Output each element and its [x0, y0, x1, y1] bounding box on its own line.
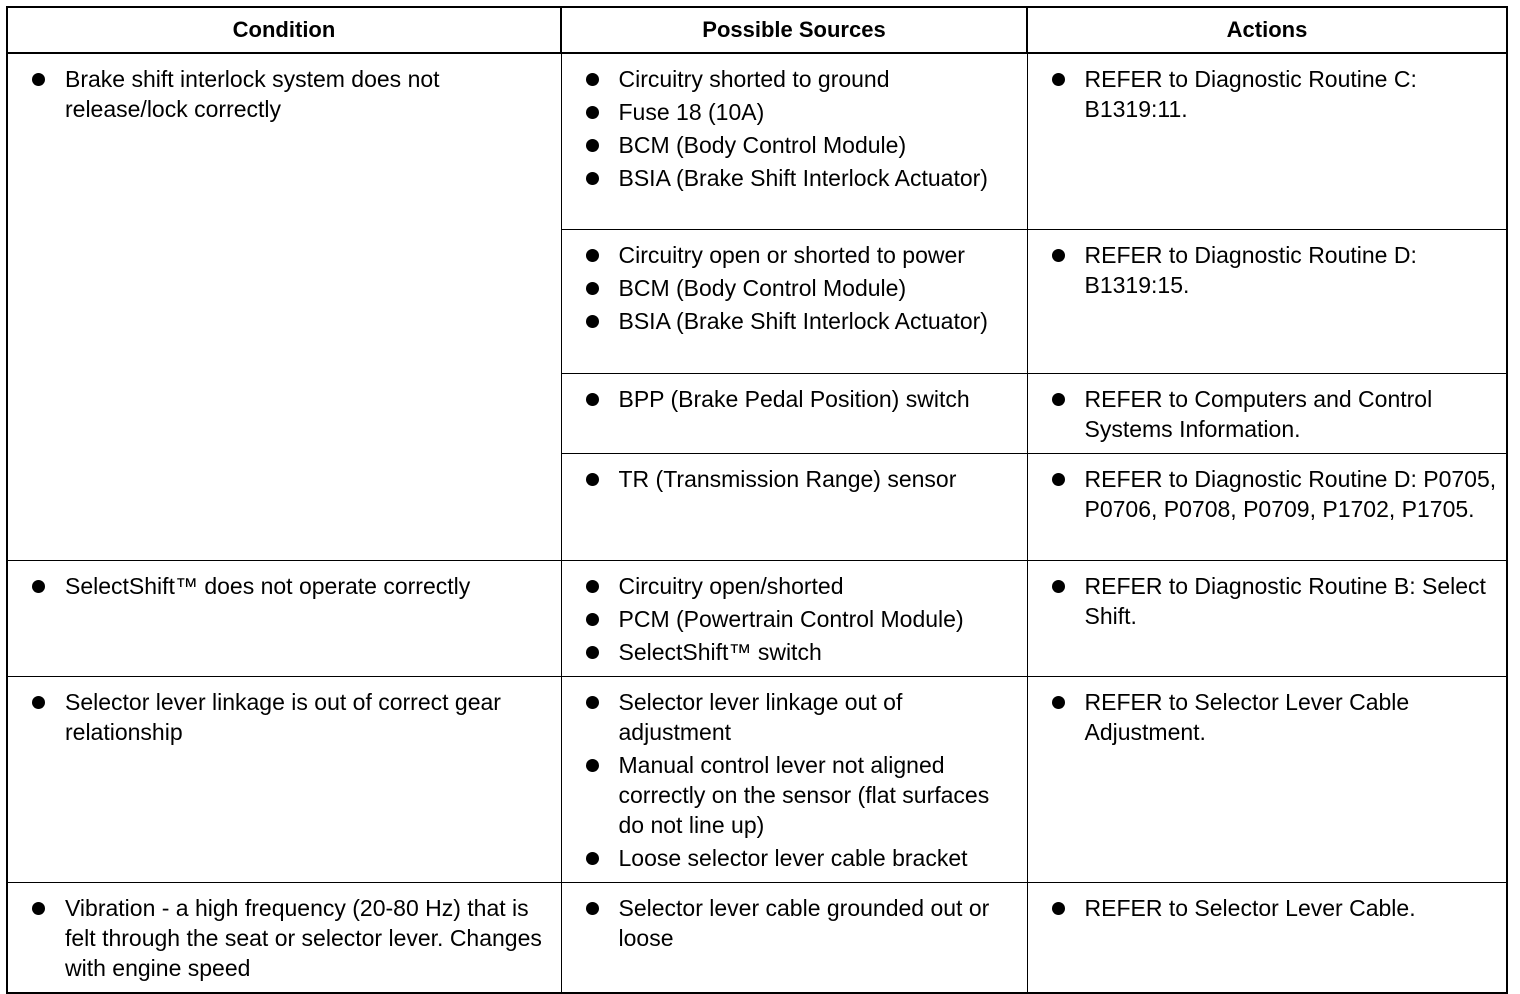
table-row [7, 882, 1507, 993]
list-item: Selector lever linkage is out of correct gear relationship [30, 687, 553, 747]
list-item: Loose selector lever cable bracket [584, 843, 1019, 873]
header-row [7, 7, 1507, 53]
list-item: BSIA (Brake Shift Interlock Actuator) [584, 163, 1019, 193]
list-item: Selector lever cable grounded out or loose [584, 893, 1019, 953]
list-item: BPP (Brake Pedal Position) switch [584, 384, 1019, 414]
table-row [7, 53, 1507, 229]
list-item: BSIA (Brake Shift Interlock Actuator) [584, 306, 1019, 336]
condition-cell [7, 882, 561, 993]
actions-cell [1027, 882, 1507, 993]
sources-cell [561, 676, 1027, 882]
sources-cell [561, 229, 1027, 373]
list-item: PCM (Powertrain Control Module) [584, 604, 1019, 634]
table-row [7, 676, 1507, 882]
actions-cell [1027, 373, 1507, 453]
list-item: Selector lever linkage out of adjustment [584, 687, 1019, 747]
condition-cell [7, 53, 561, 560]
list-item: BCM (Body Control Module) [584, 273, 1019, 303]
sources-cell [561, 882, 1027, 993]
actions-cell [1027, 676, 1507, 882]
header-condition: Condition [7, 7, 561, 53]
diagnostic-table [6, 6, 1508, 994]
list-item: Brake shift interlock system does not release/lock correctly [30, 64, 553, 124]
list-item: Fuse 18 (10A) [584, 97, 1019, 127]
condition-cell [7, 676, 561, 882]
actions-cell [1027, 560, 1507, 676]
header-actions: Actions [1027, 7, 1507, 53]
condition-cell [7, 560, 561, 676]
list-item: REFER to Selector Lever Cable Adjustment. [1050, 687, 1499, 747]
table-row [7, 560, 1507, 676]
list-item: TR (Transmission Range) sensor [584, 464, 1019, 494]
list-item: BCM (Body Control Module) [584, 130, 1019, 160]
list-item: SelectShift™ switch [584, 637, 1019, 667]
list-item: REFER to Diagnostic Routine C: B1319:11. [1050, 64, 1499, 124]
sources-cell [561, 53, 1027, 229]
actions-cell [1027, 229, 1507, 373]
sources-cell [561, 560, 1027, 676]
header-possible-sources: Possible Sources [561, 7, 1027, 53]
sources-cell [561, 453, 1027, 560]
actions-cell [1027, 453, 1507, 560]
list-item: REFER to Diagnostic Routine D: P0705, P0706, P0708, P0709, P1702, P1705. [1050, 464, 1499, 524]
list-item: Vibration - a high frequency (20-80 Hz) that is felt through the seat or selector lever. Changes with engine speed [30, 893, 553, 983]
list-item: SelectShift™ does not operate correctly [30, 571, 553, 601]
list-item: Circuitry open/shorted [584, 571, 1019, 601]
actions-cell [1027, 53, 1507, 229]
list-item: Circuitry shorted to ground [584, 64, 1019, 94]
sources-cell [561, 373, 1027, 453]
list-item: Manual control lever not aligned correctly on the sensor (flat surfaces do not line up) [584, 750, 1019, 840]
list-item: REFER to Selector Lever Cable. [1050, 893, 1499, 923]
list-item: Circuitry open or shorted to power [584, 240, 1019, 270]
list-item: REFER to Diagnostic Routine B: Select Shift. [1050, 571, 1499, 631]
list-item: REFER to Computers and Control Systems Information. [1050, 384, 1499, 444]
list-item: REFER to Diagnostic Routine D: B1319:15. [1050, 240, 1499, 300]
